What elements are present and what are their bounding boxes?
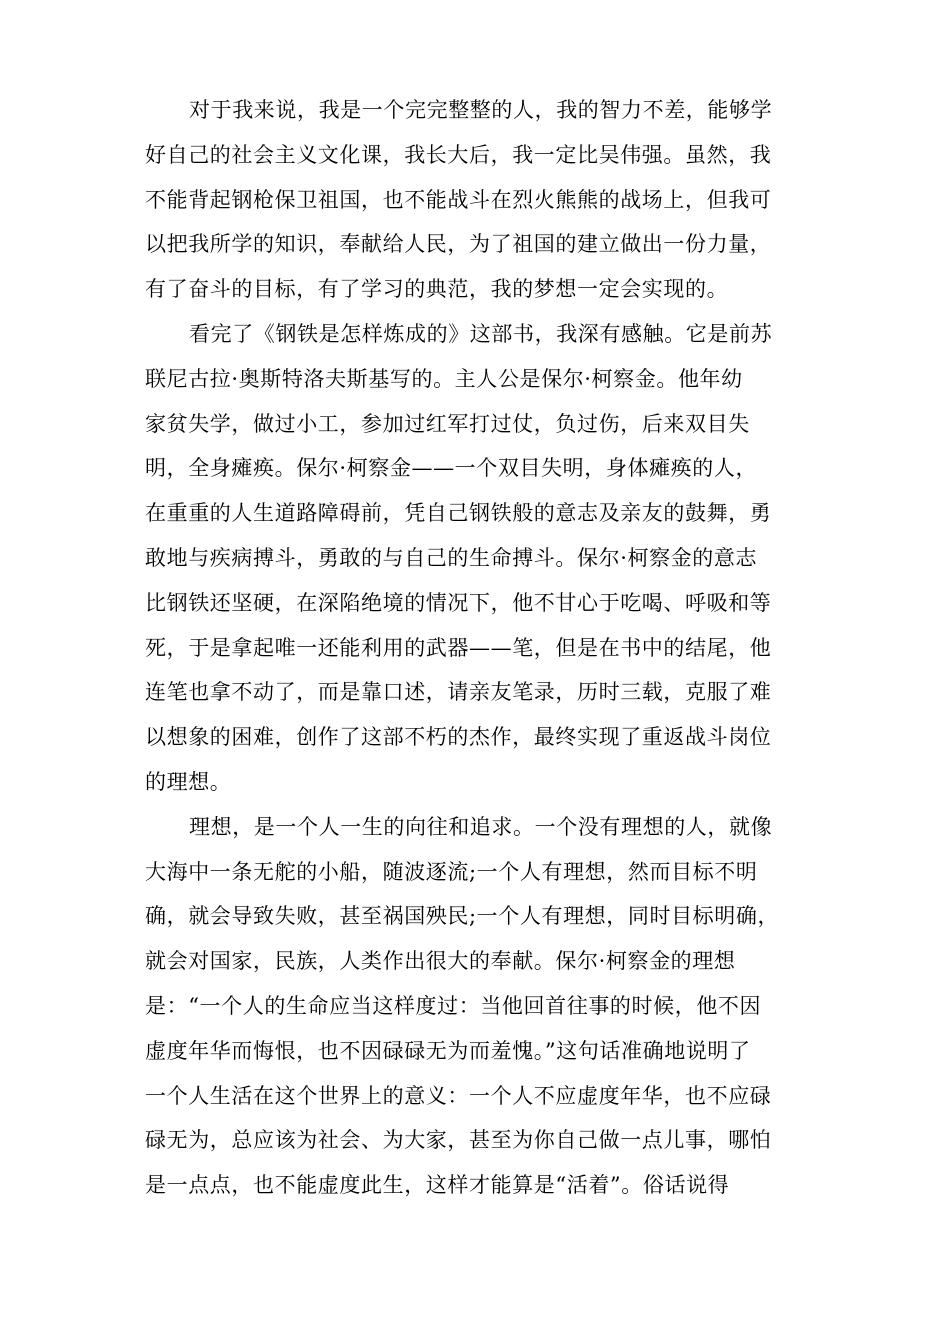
document-page xyxy=(145,88,805,1208)
text-line: 是：“一个人的生命应当这样度过：当他回首往事的时候，他不因 xyxy=(145,993,762,1018)
text-line: 就会对国家，民族，人类作出很大的奉献。保尔·柯察金的理想 xyxy=(145,949,736,974)
text-line: 看完了《钢铁是怎样炼成的》这部书，我深有感触。它是前苏 xyxy=(189,321,773,346)
text-line: 在重重的人生道路障碍前，凭自己钢铁般的意志及亲友的鼓舞，勇 xyxy=(145,501,772,526)
text-line: 以想象的困难，创作了这部不朽的杰作，最终实现了重返战斗岗位 xyxy=(145,725,772,750)
text-line: 有了奋斗的目标，有了学习的典范，我的梦想一定会实现的。 xyxy=(145,277,729,302)
text-line: 死，于是拿起唯一还能利用的武器——笔，但是在书中的结尾，他 xyxy=(145,635,772,660)
text-line: 比钢铁还坚硬，在深陷绝境的情况下，他不甘心于吃喝、呼吸和等 xyxy=(145,590,772,615)
paragraph-1 xyxy=(145,88,805,312)
text-line: 联尼古拉·奥斯特洛夫斯基写的。主人公是保尔·柯察金。他年幼 xyxy=(145,366,743,391)
paragraph-3 xyxy=(145,805,805,1208)
text-line: 大海中一条无舵的小船，随波逐流;一个人有理想，然而目标不明 xyxy=(145,859,758,884)
paragraph-2 xyxy=(145,312,805,805)
text-line: 连笔也拿不动了，而是靠口述，请亲友笔录，历时三载，克服了难 xyxy=(145,680,772,705)
text-line: 对于我来说，我是一个完完整整的人，我的智力不差，能够学 xyxy=(189,98,773,122)
text-line: 的理想。 xyxy=(145,769,232,794)
text-line: 碌无为，总应该为社会、为大家，甚至为你自己做一点儿事，哪怕 xyxy=(145,1128,772,1153)
text-line: 家贫失学，做过小工，参加过红军打过仗，负过伤，后来双目失 xyxy=(145,411,750,436)
text-line: 一个人生活在这个世界上的意义：一个人不应虚度年华，也不应碌 xyxy=(145,1083,772,1108)
text-line: 确，就会导致失败，甚至祸国殃民;一个人有理想，同时目标明确， xyxy=(145,904,780,929)
text-line: 敢地与疾病搏斗，勇敢的与自己的生命搏斗。保尔·柯察金的意志 xyxy=(145,545,758,570)
text-line: 以把我所学的知识，奉献给人民，为了祖国的建立做出一份力量， xyxy=(145,232,772,257)
text-line: 好自己的社会主义文化课，我长大后，我一定比吴伟强。虽然，我 xyxy=(145,142,772,167)
text-line: 不能背起钢枪保卫祖国，也不能战斗在烈火熊熊的战场上，但我可 xyxy=(145,187,772,212)
text-line: 理想，是一个人一生的向往和追求。一个没有理想的人，就像 xyxy=(189,814,773,839)
text-line: 明，全身瘫痪。保尔·柯察金——一个双目失明，身体瘫痪的人， xyxy=(145,456,758,481)
text-line: 是一点点，也不能虚度此生，这样才能算是“活着”。俗话说得 xyxy=(145,1173,730,1198)
text-line: 虚度年华而悔恨，也不因碌碌无为而羞愧。”这句话准确地说明了 xyxy=(145,1038,751,1063)
